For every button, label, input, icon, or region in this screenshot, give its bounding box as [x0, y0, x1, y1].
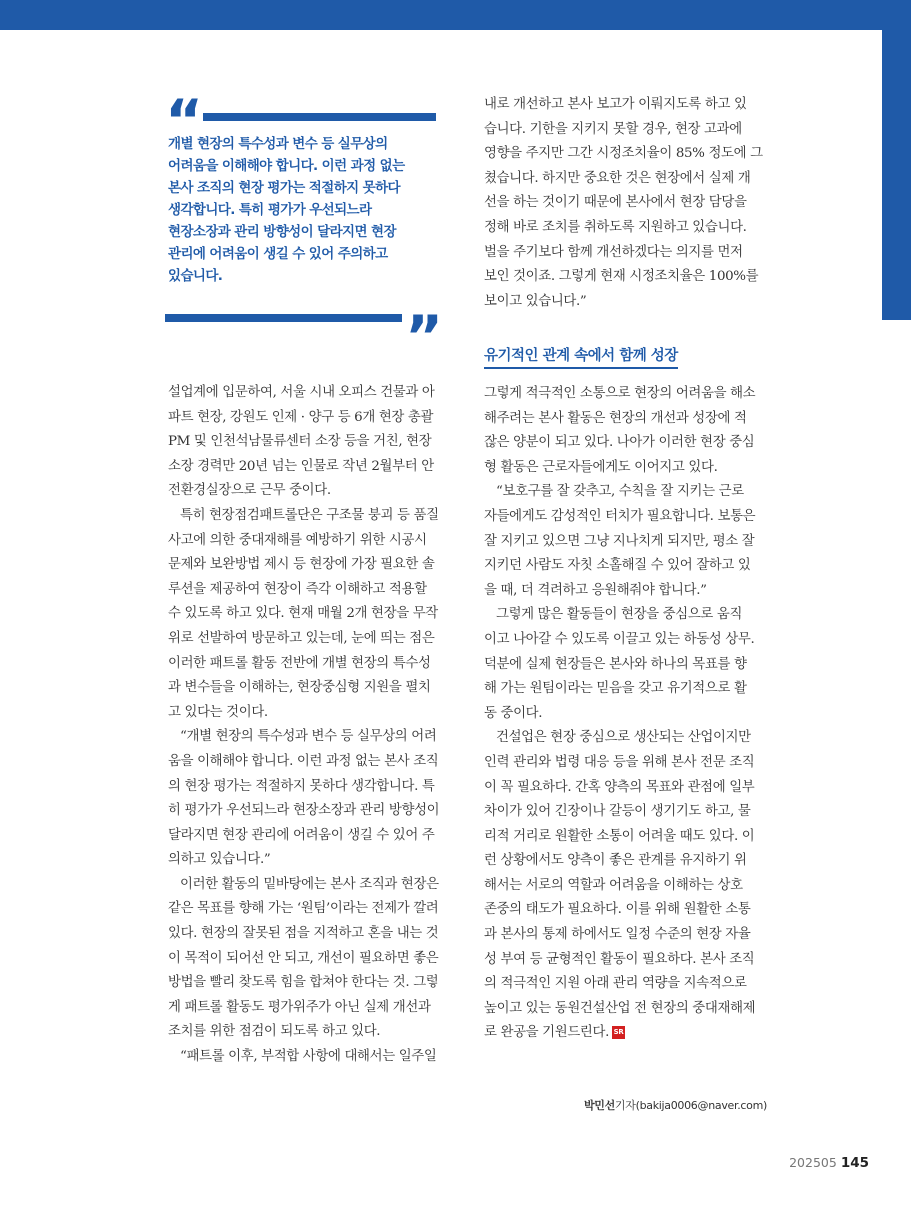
right-column-top-body [484, 93, 774, 314]
paragraph: 그렇게 많은 활동들이 현장을 중심으로 움직 이고 나아갈 수 있도록 이끌고 있는 하동성 상무. 덕분에 실제 현장들은 본사와 하나의 목표를 향 해 가는 원팀이라는 믿음을 갖고 유기적으로 활 동 중이다. [484, 607, 755, 721]
side-accent-bar [882, 30, 911, 320]
byline-name: 박민선 [583, 1099, 615, 1112]
left-column-body [168, 381, 456, 1070]
pullquote-top-rule [203, 113, 436, 121]
open-quote-mark: “ [165, 87, 198, 155]
paragraph: 설업계에 입문하여, 서울 시내 오피스 건물과 아 파트 현장, 강원도 인제 · 양구 등 6개 현장 총괄 PM 및 인천석남물류센터 소장 등을 거친, 현장 소장 경력만 20년 넘는 인물로 작년 2월부터 안 전환경실장으로 근무 중이다. [168, 385, 435, 499]
close-quote-mark: ” [405, 303, 438, 371]
byline-role-email: 기자(bakija0006@naver.com) [614, 1099, 767, 1112]
paragraph: 그렇게 적극적인 소통으로 현장의 어려움을 해소 해주려는 본사 활동은 현장의 개선과 성장에 적 잖은 양분이 되고 있다. 나아가 이러한 현장 중심 형 활동은 근로자들에게도 이어지고 있다. [484, 386, 756, 475]
section-heading: 유기적인 관계 속에서 함께 성장 [484, 346, 678, 369]
top-accent-bar [0, 0, 911, 30]
pullquote-bottom-rule [165, 314, 402, 322]
pullquote-text: 개별 현장의 특수성과 변수 등 실무상의 어려움을 이해해야 합니다. 이런 과정 없는 본사 조직의 현장 평가는 적절하지 못하다 생각합니다. 특히 평가가 우선되느라 현장소장과 관리 방향성이 달라지면 현장 관리에 어려움이 생길 수 있어 주의하고 있습니다. [168, 136, 405, 284]
paragraph: “패트롤 이후, 부적합 사항에 대해서는 일주일 [180, 1049, 437, 1065]
paragraph: 건설업은 현장 중심으로 생산되는 산업이지만 인력 관리와 법령 대응 등을 위해 본사 전문 조직 이 꼭 필요하다. 간혹 양측의 목표와 관점에 일부 차이가 있어 긴장이나 갈등이 생기기도 하고, 물 리적 거리로 원활한 소통이 어려울 때도 있다. 이 런 상황에서도 양측이 좋은 관계를 유지하기 위 해서는 서로의 역할과 어려움을 이해하는 상호 존중의 태도가 필요하다. 이를 위해 원활한 소통 과 본사의 통제 하에서도 일정 수준의 현장 자율 성 부여 등 균형적인 활동이 필요하다. 본사 조직 의 적극적인 지원 아래 관리 역량을 지속적으로 높이고 있는 동원건설산업 전 현장의 중대재해제 로 완공을 기원드린다. SR [484, 730, 756, 1041]
byline [584, 1097, 767, 1113]
issue-number: 202505 [789, 1155, 837, 1170]
paragraph: “개별 현장의 특수성과 변수 등 실무상의 어려 움을 이해해야 합니다. 이런 과정 없는 본사 조직 의 현장 평가는 적절하지 못하다 생각합니다. 특 히 평가가 우선되느라 현장소장과 관리 방향성이 달라지면 현장 관리에 어려움이 생길 수 있어 주 의하고 있습니다.” [168, 729, 440, 868]
paragraph: 내로 개선하고 본사 보고가 이뤄지도록 하고 있 습니다. 기한을 지키지 못할 경우, 현장 고과에 영향을 주지만 그간 시정조치율이 85% 정도에 그 쳤습니다. 하지만 중요한 것은 현장에서 실제 개 선을 하는 것이기 때문에 본사에서 현장 담당을 정해 바로 조치를 취하도록 지원하고 있습니다. 벌을 주기보다 함께 개선하겠다는 의지를 먼저 보인 것이죠. 그렇게 현재 시정조치율은 100%를 보이고 있습니다.” [484, 97, 763, 309]
right-column-bottom-body [484, 382, 774, 1046]
page-number: 145 [840, 1155, 869, 1171]
paragraph: “보호구를 잘 갖추고, 수칙을 잘 지키는 근로 자들에게도 감성적인 터치가 필요합니다. 보통은 잘 지키고 있으면 그냥 지나치게 되지만, 평소 잘 지키던 사람도 자칫 소홀해질 수 있어 잘하고 있 을 때, 더 격려하고 응원해줘야 합니다.” [484, 484, 756, 598]
end-mark-icon: SR [612, 1026, 625, 1039]
paragraph: 특히 현장점검패트롤단은 구조물 붕괴 등 품질 사고에 의한 중대재해를 예방하기 위한 시공시 문제와 보완방법 제시 등 현장에 가장 필요한 솔 루션을 제공하여 현장이 즉각 이해하고 적용할 수 있도록 하고 있다. 현재 매월 2개 현장을 무작 위로 선발하여 방문하고 있는데, 눈에 띄는 점은 이러한 패트롤 활동 전반에 개별 현장의 특수성 과 변수들을 이해하는, 현장중심형 지원을 펼치 고 있다는 것이다. [168, 507, 439, 720]
paragraph: 이러한 활동의 밑바탕에는 본사 조직과 현장은 같은 목표를 향해 가는 ‘원팀’이라는 전제가 깔려 있다. 현장의 잘못된 점을 지적하고 혼을 내는 것 이 목적이 되어선 안 되고, 개선이 필요하면 좋은 방법을 빨리 찾도록 힘을 합쳐야 한다는 것. 그렇 게 패트롤 활동도 평가위주가 아닌 실제 개선과 조치를 위한 점검이 되도록 하고 있다. [168, 876, 439, 1040]
page-folio [789, 1155, 869, 1171]
